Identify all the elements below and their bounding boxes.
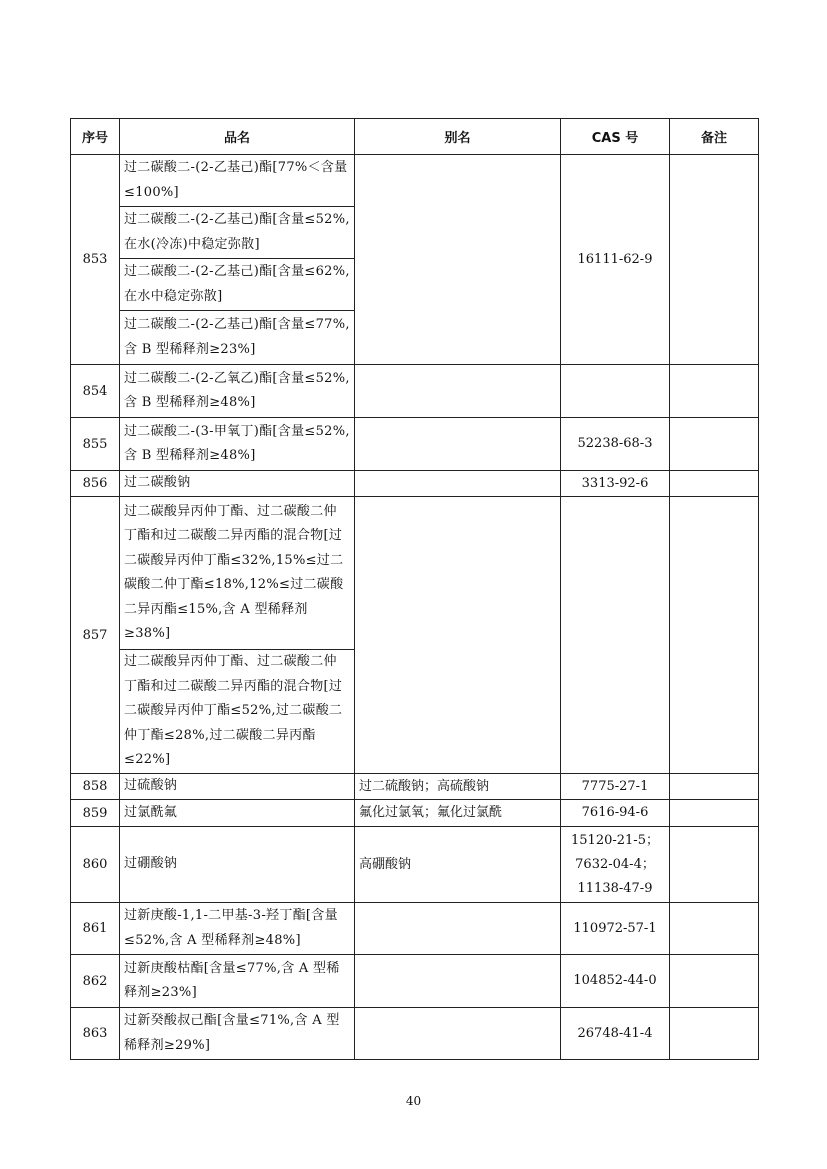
- cas-number: 7616-94-6: [561, 800, 670, 827]
- alias-cell: 高硼酸钠: [355, 827, 561, 903]
- cas-number: 52238-68-3: [561, 418, 670, 471]
- product-name: 过二碳酸二-(2-乙基己)酯[含量≤77%,含 B 型稀释剂≥23%]: [120, 311, 355, 365]
- chemical-list-table: [70, 118, 759, 1060]
- table-row: [71, 155, 759, 207]
- product-name: 过二碳酸二-(2-乙基己)酯[含量≤52%,在水(冷冻)中稳定弥散]: [120, 207, 355, 259]
- alias-cell: [355, 955, 561, 1008]
- product-name: 过硫酸钠: [120, 774, 355, 800]
- alias-cell: [355, 365, 561, 418]
- row-number: 858: [71, 774, 120, 800]
- note-cell: [670, 418, 759, 471]
- table-row: [71, 903, 759, 955]
- table-row: [71, 827, 759, 903]
- table-row: [71, 418, 759, 471]
- note-cell: [670, 955, 759, 1008]
- alias-cell: [355, 903, 561, 955]
- cas-number-line: 7632-04-4；: [575, 856, 655, 872]
- alias-cell: [355, 471, 561, 497]
- row-number: 853: [71, 155, 120, 365]
- row-number: 857: [71, 497, 120, 774]
- product-name: 过二碳酸钠: [120, 471, 355, 497]
- row-number: 863: [71, 1008, 120, 1060]
- alias-cell: 过二硫酸钠；高硫酸钠: [355, 774, 561, 800]
- row-number: 854: [71, 365, 120, 418]
- table-row: [71, 497, 759, 650]
- product-name: 过二碳酸二-(3-甲氧丁)酯[含量≤52%,含 B 型稀释剂≥48%]: [120, 418, 355, 471]
- alias-cell: 氟化过氯氧；氟化过氯酰: [355, 800, 561, 827]
- product-name: 过新庚酸枯酯[含量≤77%,含 A 型稀释剂≥23%]: [120, 955, 355, 1008]
- cas-number: [561, 827, 670, 903]
- product-name: 过二碳酸二-(2-乙基己)酯[77%＜含量≤100%]: [120, 155, 355, 207]
- cas-number: [561, 365, 670, 418]
- page-number: 40: [405, 1094, 422, 1108]
- note-cell: [670, 365, 759, 418]
- cas-number: 3313-92-6: [561, 471, 670, 497]
- row-number: 862: [71, 955, 120, 1008]
- alias-cell: [355, 497, 561, 774]
- product-name: 过二碳酸异丙仲丁酯、过二碳酸二仲丁酯和过二碳酸二异丙酯的混合物[过二碳酸异丙仲丁酯≤32%,15%≤过二碳酸二仲丁酯≤18%,12%≤过二碳酸二异丙酯≤15%,含 A 型稀释剂≥38%]: [120, 497, 355, 650]
- table-row: [71, 800, 759, 827]
- note-cell: [670, 774, 759, 800]
- table-row: [71, 1008, 759, 1060]
- table-row: [71, 774, 759, 800]
- header-no: 序号: [71, 119, 120, 155]
- cas-number: 104852-44-0: [561, 955, 670, 1008]
- note-cell: [670, 800, 759, 827]
- row-number: 859: [71, 800, 120, 827]
- note-cell: [670, 155, 759, 365]
- table-row: [71, 471, 759, 497]
- product-name: 过二碳酸二-(2-乙氧乙)酯[含量≤52%,含 B 型稀释剂≥48%]: [120, 365, 355, 418]
- alias-cell: [355, 155, 561, 365]
- alias-cell: [355, 418, 561, 471]
- cas-number-line: 15120-21-5；: [571, 832, 659, 848]
- note-cell: [670, 1008, 759, 1060]
- header-note: 备注: [670, 119, 759, 155]
- product-name: 过硼酸钠: [120, 827, 355, 903]
- row-number: 856: [71, 471, 120, 497]
- product-name: 过新庚酸-1,1-二甲基-3-羟丁酯[含量≤52%,含 A 型稀释剂≥48%]: [120, 903, 355, 955]
- header-alias: 别名: [355, 119, 561, 155]
- row-number: 860: [71, 827, 120, 903]
- note-cell: [670, 827, 759, 903]
- cas-number: 7775-27-1: [561, 774, 670, 800]
- header-cas: CAS 号: [561, 119, 670, 155]
- table-row: [71, 365, 759, 418]
- product-name: 过二碳酸异丙仲丁酯、过二碳酸二仲丁酯和过二碳酸二异丙酯的混合物[过二碳酸异丙仲丁酯≤52%,过二碳酸二仲丁酯≤28%,过二碳酸二异丙酯≤22%]: [120, 650, 355, 774]
- cas-number: 26748-41-4: [561, 1008, 670, 1060]
- table-header-row: [71, 119, 759, 155]
- product-name: 过氯酰氟: [120, 800, 355, 827]
- note-cell: [670, 471, 759, 497]
- row-number: 855: [71, 418, 120, 471]
- cas-number: 16111-62-9: [561, 155, 670, 365]
- table-row: [71, 955, 759, 1008]
- cas-number: [561, 497, 670, 774]
- header-name: 品名: [120, 119, 355, 155]
- row-number: 861: [71, 903, 120, 955]
- alias-cell: [355, 1008, 561, 1060]
- product-name: 过二碳酸二-(2-乙基己)酯[含量≤62%,在水中稳定弥散]: [120, 259, 355, 311]
- note-cell: [670, 903, 759, 955]
- cas-number: 110972-57-1: [561, 903, 670, 955]
- cas-number-line: 11138-47-9: [577, 880, 653, 896]
- product-name: 过新癸酸叔己酯[含量≤71%,含 A 型稀释剂≥29%]: [120, 1008, 355, 1060]
- note-cell: [670, 497, 759, 774]
